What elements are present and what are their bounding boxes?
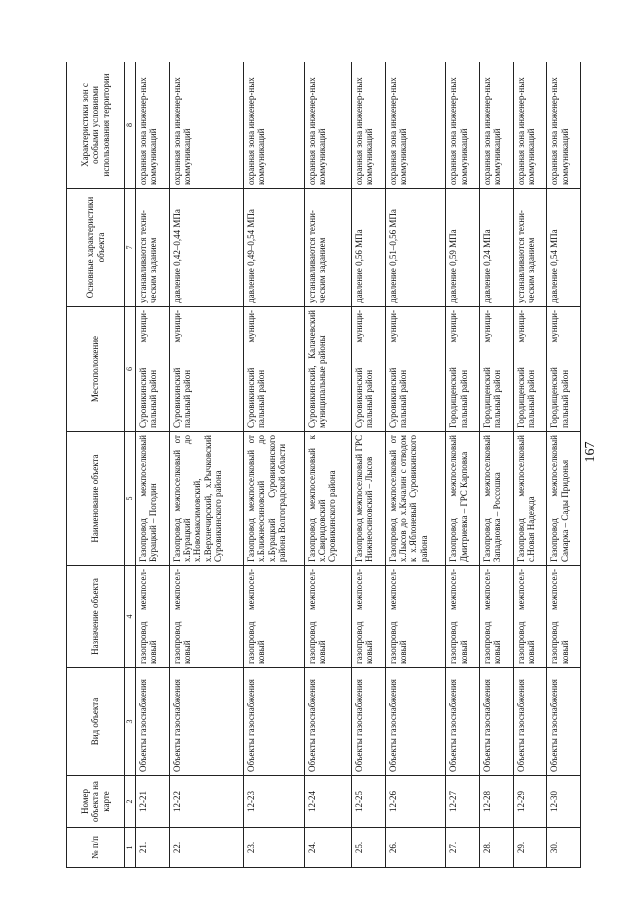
cell-zone: охранная зона инженер-ных коммуникаций <box>446 62 480 189</box>
cell-zone: охранная зона инженер-ных коммуникаций <box>243 62 304 189</box>
column-number: 5 <box>125 432 136 566</box>
cell-characteristics: устанавливаются техни-ческим заданием <box>513 189 547 307</box>
cell-type: Объекты газоснабжения <box>351 668 385 776</box>
cell-location: Городищенский муници-пальный район <box>547 307 581 432</box>
cell-name: Газопровод межпоселковый ГРС Нижнеосиновский – Лысов <box>351 432 385 566</box>
cell-code: 12-30 <box>547 776 581 828</box>
cell-code: 12-23 <box>243 776 304 828</box>
cell-purpose: газопровод межпосел-ковый <box>385 566 446 668</box>
cell-type: Объекты газоснабжения <box>385 668 446 776</box>
cell-zone: охранная зона инженер-ных коммуникаций <box>351 62 385 189</box>
table-row <box>547 62 581 868</box>
cell-code: 12-28 <box>479 776 513 828</box>
cell-name: Газопровод межпоселковый к х.Свиридовский Суровикинского района <box>304 432 351 566</box>
header-characteristics: Основные характеристики объекта <box>67 189 125 307</box>
cell-no: 27. <box>446 828 480 868</box>
table-row <box>446 62 480 868</box>
cell-type: Объекты газоснабжения <box>136 668 170 776</box>
cell-no: 29. <box>513 828 547 868</box>
cell-type: Объекты газоснабжения <box>243 668 304 776</box>
cell-characteristics: давление 0,42–0,44 МПа <box>169 189 243 307</box>
cell-location: Суровикинский муници-пальный район <box>243 307 304 432</box>
cell-zone: охранная зона инженер-ных коммуникаций <box>304 62 351 189</box>
table-frame <box>66 62 581 868</box>
cell-characteristics: давление 0,54 МПа <box>547 189 581 307</box>
cell-zone: охранная зона инженер-ных коммуникаций <box>547 62 581 189</box>
cell-characteristics: давление 0,56 МПа <box>351 189 385 307</box>
cell-name: Газопровод межпоселковый от х.Бурацкий до х.Новомаксимовский, х.Верхнечирский, х.Рычковский Суровикинского района <box>169 432 243 566</box>
cell-location: Суровикинский муници-пальный район <box>136 307 170 432</box>
cell-name: Газопровод межпоселковый от х.Лысов до х.Качалин с отводом к х.Яблоневый Суровикинского района <box>385 432 446 566</box>
column-number: 8 <box>125 62 136 189</box>
cell-characteristics: давление 0,49–0,54 МПа <box>243 189 304 307</box>
column-number: 6 <box>125 307 136 432</box>
gas-objects-table <box>66 62 581 868</box>
cell-zone: охранная зона инженер-ных коммуникаций <box>385 62 446 189</box>
cell-no: 22. <box>169 828 243 868</box>
cell-code: 12-26 <box>385 776 446 828</box>
header-purpose: Назначение объекта <box>67 566 125 668</box>
cell-no: 23. <box>243 828 304 868</box>
cell-purpose: газопровод межпосел-ковый <box>304 566 351 668</box>
cell-name: Газопровод межпоселковый Самарка – Сады Придонья <box>547 432 581 566</box>
table-row <box>136 62 170 868</box>
cell-type: Объекты газоснабжения <box>513 668 547 776</box>
cell-zone: охранная зона инженер-ных коммуникаций <box>513 62 547 189</box>
cell-location: Суровикинский муници-пальный район <box>351 307 385 432</box>
cell-characteristics: устанавливаются техни-ческим заданием <box>304 189 351 307</box>
cell-purpose: газопровод межпосел-ковый <box>547 566 581 668</box>
header-name: Наименование объекта <box>67 432 125 566</box>
cell-type: Объекты газоснабжения <box>479 668 513 776</box>
cell-code: 12-21 <box>136 776 170 828</box>
cell-purpose: газопровод межпосел-ковый <box>351 566 385 668</box>
table-row <box>304 62 351 868</box>
cell-name: Газопровод межпоселковый от х.Ближнеосиновский до х.Бурацкий Суровикинского района Волгоградской области <box>243 432 304 566</box>
table-row <box>513 62 547 868</box>
cell-code: 12-22 <box>169 776 243 828</box>
cell-code: 12-27 <box>446 776 480 828</box>
page-number: 167 <box>583 441 598 463</box>
cell-zone: охранная зона инженер-ных коммуникаций <box>169 62 243 189</box>
cell-name: Газопровод межпоселковый Западновка – Россошка <box>479 432 513 566</box>
table-row <box>479 62 513 868</box>
cell-code: 12-24 <box>304 776 351 828</box>
cell-type: Объекты газоснабжения <box>547 668 581 776</box>
column-number: 3 <box>125 668 136 776</box>
cell-no: 25. <box>351 828 385 868</box>
cell-no: 24. <box>304 828 351 868</box>
table-row <box>169 62 243 868</box>
table-row <box>385 62 446 868</box>
cell-type: Объекты газоснабжения <box>169 668 243 776</box>
cell-characteristics: устанавливаются техни-ческим заданием <box>136 189 170 307</box>
cell-no: 21. <box>136 828 170 868</box>
header-row <box>67 62 125 868</box>
table-row <box>243 62 304 868</box>
cell-no: 30. <box>547 828 581 868</box>
cell-characteristics: давление 0,24 МПа <box>479 189 513 307</box>
cell-characteristics: давление 0,51–0,56 МПа <box>385 189 446 307</box>
cell-location: Суровикинский муници-пальный район <box>385 307 446 432</box>
cell-code: 12-25 <box>351 776 385 828</box>
cell-purpose: газопровод межпосел-ковый <box>243 566 304 668</box>
header-code: Номер объекта на карте <box>67 776 125 828</box>
column-number: 4 <box>125 566 136 668</box>
cell-location: Суровикинский муници-пальный район <box>169 307 243 432</box>
rotated-table-wrapper <box>66 62 581 868</box>
column-number: 7 <box>125 189 136 307</box>
header-no: № п/п <box>67 828 125 868</box>
cell-location: Городищенский муници-пальный район <box>513 307 547 432</box>
table-row <box>351 62 385 868</box>
cell-characteristics: давление 0,59 МПа <box>446 189 480 307</box>
header-location: Местоположение <box>67 307 125 432</box>
cell-name: Газопровод межпоселковый Дмитриевка – ГРС Карповка <box>446 432 480 566</box>
cell-purpose: газопровод межпосел-ковый <box>479 566 513 668</box>
cell-purpose: газопровод межпосел-ковый <box>446 566 480 668</box>
column-number: 2 <box>125 776 136 828</box>
cell-purpose: газопровод межпосел-ковый <box>136 566 170 668</box>
cell-location: Городищенский муници-пальный район <box>446 307 480 432</box>
cell-location: Городищенский муници-пальный район <box>479 307 513 432</box>
cell-no: 26. <box>385 828 446 868</box>
cell-purpose: газопровод межпосел-ковый <box>169 566 243 668</box>
cell-code: 12-29 <box>513 776 547 828</box>
cell-location: Суровикинский, Калачевский муниципальные районы <box>304 307 351 432</box>
cell-no: 28. <box>479 828 513 868</box>
column-number-row <box>125 62 136 868</box>
cell-zone: охранная зона инженер-ных коммуникаций <box>479 62 513 189</box>
cell-purpose: газопровод межпосел-ковый <box>513 566 547 668</box>
header-zone: Характеристики зон с особыми условиями использования территории <box>67 62 125 189</box>
cell-name: Газопровод межпоселковый с.Новая Надежда <box>513 432 547 566</box>
cell-zone: охранная зона инженер-ных коммуникаций <box>136 62 170 189</box>
cell-type: Объекты газоснабжения <box>304 668 351 776</box>
cell-name: Газопровод межпоселковый Бурацкий – Погодин <box>136 432 170 566</box>
column-number: 1 <box>125 828 136 868</box>
header-type: Вид объекта <box>67 668 125 776</box>
cell-type: Объекты газоснабжения <box>446 668 480 776</box>
